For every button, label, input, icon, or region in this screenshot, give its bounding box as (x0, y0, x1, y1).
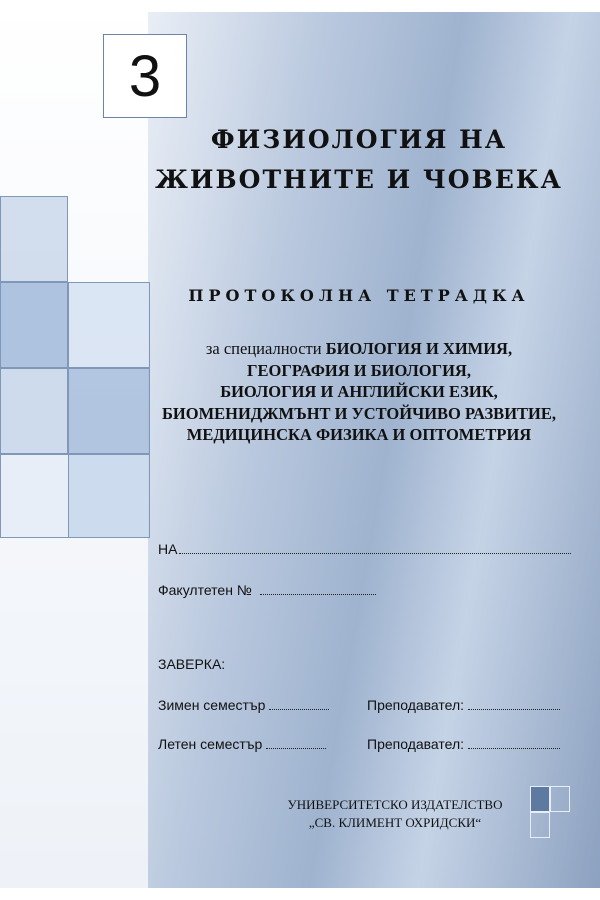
decor-square (0, 368, 68, 454)
specialty-item: ГЕОГРАФИЯ И БИОЛОГИЯ, (247, 360, 471, 380)
logo-square (550, 786, 570, 812)
specialties-lead: за специалности (205, 339, 322, 358)
summer-semester-label: Летен семестър (158, 736, 263, 752)
publisher-name (270, 796, 520, 832)
decor-square (0, 282, 68, 368)
publisher-logo-icon (530, 786, 572, 838)
decor-square (68, 282, 150, 368)
certification-label: ЗАВЕРКА: (158, 656, 226, 672)
winter-dotted-line (269, 698, 329, 710)
summer-teacher-dotted-line (468, 737, 560, 749)
winter-semester-label: Зимен семестър (158, 697, 266, 713)
decor-square (0, 454, 68, 538)
publisher-line: УНИВЕРСИТЕТСКО ИЗДАТЕЛСТВО (287, 797, 503, 812)
book-subtitle: ПРОТОКОЛНА ТЕТРАДКА (188, 286, 530, 305)
winter-teacher-field[interactable] (367, 697, 560, 713)
publisher-line: „СВ. КЛИМЕНТ ОХРИДСКИ“ (308, 815, 482, 830)
specialty-item: БИОЛОГИЯ И АНГЛИЙСКИ ЕЗИК, (220, 382, 498, 401)
summer-semester-field[interactable] (158, 736, 326, 752)
specialty-item: БИОЛОГИЯ И ХИМИЯ, (325, 339, 513, 358)
summer-teacher-field[interactable] (367, 736, 560, 752)
book-title (150, 120, 568, 200)
faculty-number-dotted-line (260, 583, 376, 595)
teacher-label: Преподавател: (367, 697, 465, 713)
name-label: НА (158, 541, 178, 557)
volume-number: 3 (103, 34, 187, 118)
faculty-number-label: Факултетен № (158, 582, 252, 598)
specialty-item: БИОМЕНИДЖМЪНТ И УСТОЙЧИВО РАЗВИТИЕ, (162, 403, 556, 423)
decor-square (68, 368, 150, 454)
specialty-item: МЕДИЦИНСКА ФИЗИКА И ОПТОМЕТРИЯ (186, 425, 532, 444)
logo-square (530, 812, 550, 838)
winter-teacher-dotted-line (468, 698, 560, 710)
title-line: ФИЗИОЛОГИЯ НА (210, 125, 508, 154)
specialty-line (150, 338, 568, 360)
name-dotted-line (179, 542, 571, 554)
specialties-list (150, 338, 568, 446)
title-line: ЖИВОТНИТЕ И ЧОВЕКА (155, 165, 563, 194)
student-name-field[interactable] (158, 541, 571, 557)
decor-square (68, 454, 150, 538)
faculty-number-field[interactable] (158, 582, 376, 598)
teacher-label: Преподавател: (367, 736, 465, 752)
winter-semester-field[interactable] (158, 697, 329, 713)
logo-square (530, 786, 550, 812)
decor-square (0, 196, 68, 282)
summer-dotted-line (266, 737, 326, 749)
